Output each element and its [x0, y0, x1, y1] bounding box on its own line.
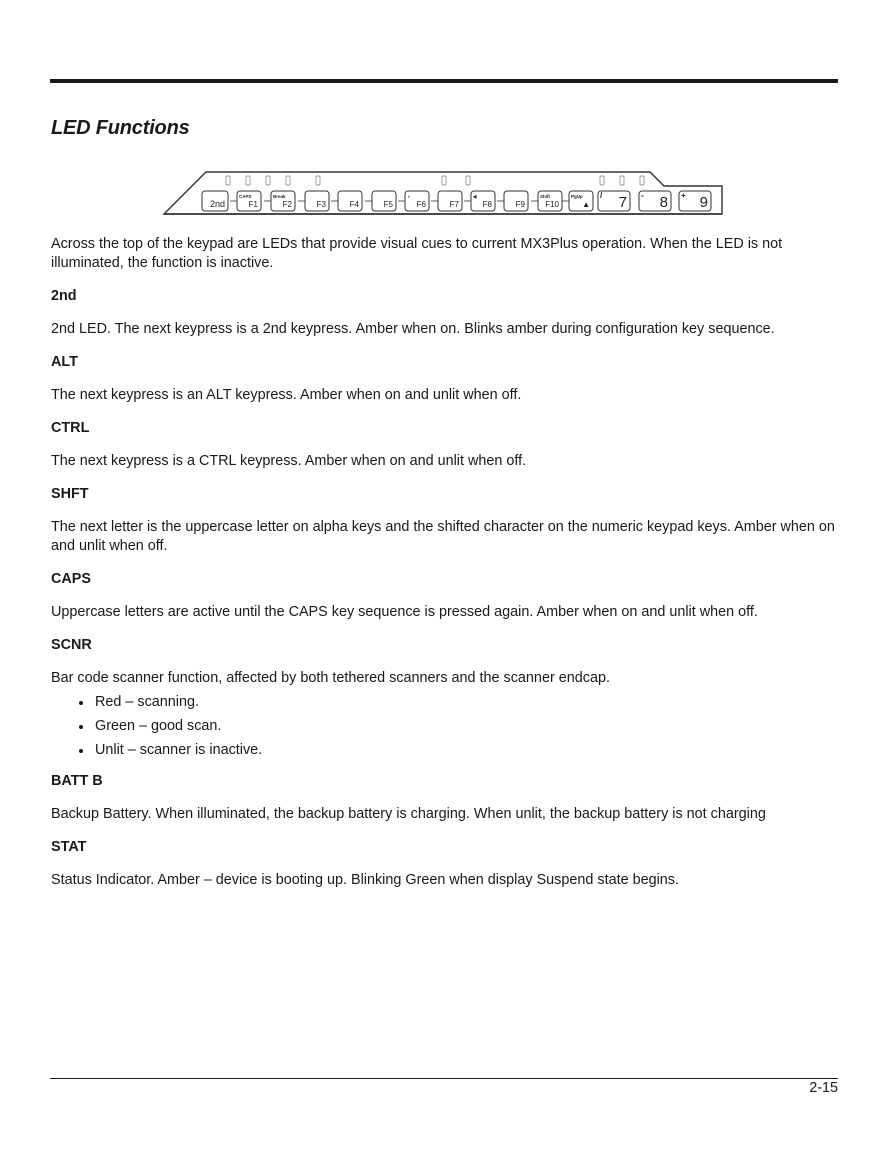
scnr-bullet-list [51, 693, 843, 760]
keypad-key-label: F1 [248, 200, 258, 209]
page-title: LED Functions [51, 117, 190, 139]
list-item: Unlit – scanner is inactive. [95, 741, 843, 760]
page-content [51, 235, 843, 904]
keypad-key-label: F6 [416, 200, 426, 209]
section-desc-batt-b: Backup Battery. When illuminated, the backup battery is charging. When unlit, the backup battery is not charging [51, 806, 766, 822]
section-desc-ctrl: The next keypress is a CTRL keypress. Amber when on and unlit when off. [51, 453, 527, 469]
keypad-key-sublabel: CAPS [239, 194, 252, 199]
section-desc-caps: Uppercase letters are active until the CAPS key sequence is pressed again. Amber when on and unlit when off. [51, 604, 758, 620]
section-desc-2nd: 2nd LED. The next keypress is a 2nd keypress. Amber when on. Blinks amber during configuration key sequence. [51, 321, 775, 337]
page-number: 2-15 [809, 1080, 838, 1096]
section-desc-shft: The next letter is the uppercase letter on alpha keys and the shifted character on the numeric keypad keys. Amber when on and unlit when off. [51, 519, 835, 554]
list-item: Red – scanning. [95, 693, 843, 712]
keypad-key-label: 9 [699, 194, 708, 211]
section-heading-alt: ALT [51, 354, 78, 370]
section-desc-scnr: Bar code scanner function, affected by both tethered scanners and the scanner endcap. [51, 670, 610, 686]
keypad-key-sublabel: + [681, 191, 686, 200]
keypad-key [679, 191, 711, 211]
list-item: Green – good scan. [95, 717, 843, 736]
keypad-key-label: 8 [659, 194, 668, 211]
keypad-key-sublabel: Shift [540, 194, 550, 199]
keypad-key-sublabel: ◑ [407, 194, 410, 199]
keypad-key-sublabel: - [641, 191, 644, 200]
keypad-key-label: ▲ [582, 200, 590, 209]
section-heading-ctrl: CTRL [51, 420, 90, 436]
keypad-key-sublabel: ◀ [473, 194, 477, 199]
keypad-key-label: 7 [618, 194, 627, 211]
section-heading-batt-b: BATT B [51, 773, 103, 789]
keypad-key-label: F8 [482, 200, 492, 209]
footer-rule [50, 1078, 838, 1079]
section-desc-stat: Status Indicator. Amber – device is booting up. Blinking Green when display Suspend state begins. [51, 872, 679, 888]
keypad-key-sublabel: Break [273, 194, 286, 199]
keypad-key-label: F9 [515, 200, 525, 209]
keypad-key-sublabel: / [600, 191, 603, 200]
keypad-illustration [160, 168, 730, 220]
keypad-key-sublabel: PgUp [571, 194, 583, 199]
section-heading-stat: STAT [51, 839, 87, 855]
keypad-key-label: F5 [383, 200, 393, 209]
keypad-key [202, 191, 228, 211]
keypad-key [598, 191, 630, 211]
section-desc-alt: The next keypress is an ALT keypress. Amber when on and unlit when off. [51, 387, 522, 403]
keypad-key-label: 2nd [209, 199, 225, 209]
keypad-key-label: F4 [349, 200, 359, 209]
keypad-key-label: F7 [449, 200, 459, 209]
keypad-key [639, 191, 671, 211]
header-rule [50, 79, 838, 83]
keypad-key-label: F2 [282, 200, 292, 209]
section-heading-shft: SHFT [51, 486, 89, 502]
intro-paragraph: Across the top of the keypad are LEDs that provide visual cues to current MX3Plus operation. When the LED is not illuminated, the function is inactive. [51, 236, 783, 271]
section-heading-scnr: SCNR [51, 637, 92, 653]
keypad-key-label: F3 [316, 200, 326, 209]
section-heading-2nd: 2nd [51, 288, 77, 304]
section-heading-caps: CAPS [51, 571, 91, 587]
keypad-key-label: F10 [545, 200, 559, 209]
